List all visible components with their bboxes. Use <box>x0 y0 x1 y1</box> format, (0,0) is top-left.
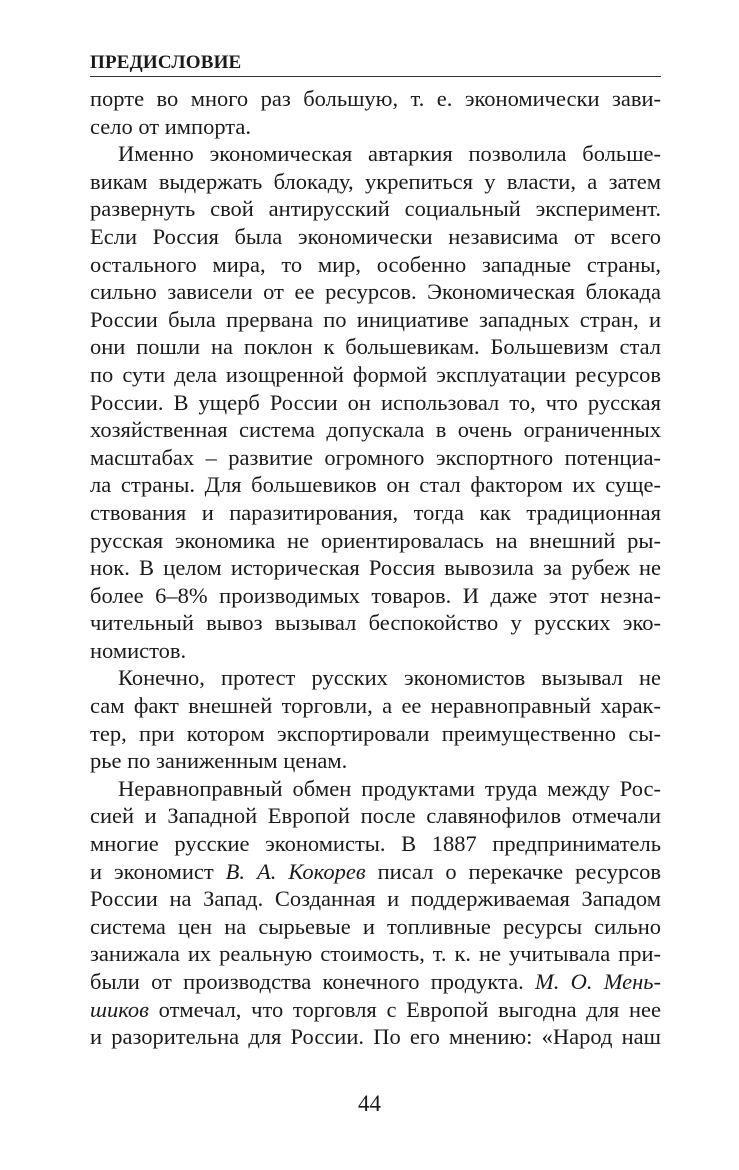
text-line <box>90 251 661 279</box>
text-line <box>90 996 661 1024</box>
italic-name: М. О. Мень- <box>534 969 662 994</box>
text-run: сам факт внешней торговли, а ее неравноправный харак- <box>90 693 661 719</box>
text-run: рье по заниженным ценам. <box>90 748 348 774</box>
text-line <box>90 85 661 113</box>
text-line <box>90 775 661 803</box>
text-line <box>90 527 661 555</box>
text-run: порте во много раз большую, т. е. экономически зави- <box>90 86 661 111</box>
running-head-title: ПРЕДИСЛОВИЕ <box>90 50 661 77</box>
text-run: были от производства конечного продукта. <box>90 969 535 994</box>
text-line <box>90 444 661 472</box>
text-line <box>90 968 661 996</box>
text-run: России была прервана по инициативе западных стран, и <box>90 306 661 332</box>
text-run: ствования и паразитирования, тогда как традиционная <box>90 499 661 525</box>
text-line <box>90 168 661 196</box>
text-line <box>90 140 661 168</box>
text-line <box>90 913 661 941</box>
text-run: остального мира, то мир, особенно западные страны, <box>90 251 661 277</box>
text-run: русская экономика не ориентировалась на внешний ры- <box>90 527 661 553</box>
page-number: 44 <box>358 1091 381 1116</box>
italic-name: шиков <box>90 996 149 1022</box>
text-run: номистов. <box>90 637 187 663</box>
text-run: по сути дела изощренной формой эксплуатации ресурсов <box>90 361 661 387</box>
italic-name: В. А. Кокорев <box>225 858 366 884</box>
text-line <box>90 582 661 610</box>
text-run: многие русские экономисты. В 1887 предприниматель <box>90 831 661 857</box>
text-run: писал о перекачке ресурсов <box>365 858 661 884</box>
text-run: сией и Западной Европой после славянофилов отмечали <box>90 803 661 829</box>
text-run: тер, при котором экспортировали преимущественно сы- <box>90 720 661 746</box>
body-text <box>90 85 661 1051</box>
text-line <box>90 416 661 444</box>
text-run: село от импорта. <box>90 113 252 139</box>
text-run: они пошли на поклон к большевикам. Большевизм стал <box>90 334 661 360</box>
text-run: России. В ущерб России он использовал то, что русская <box>90 389 661 415</box>
text-line <box>90 747 661 775</box>
text-run: викам выдержать блокаду, укрепиться у власти, а затем <box>90 168 661 194</box>
text-run: хозяйственная система допускала в очень ограниченных <box>90 417 661 443</box>
text-run: и экономист <box>90 858 226 884</box>
text-line <box>90 361 661 389</box>
text-line <box>90 1023 661 1051</box>
text-line <box>90 499 661 527</box>
text-run: масштабах – развитие огромного экспортного потенциа- <box>90 444 661 470</box>
text-run: России на Запад. Созданная и поддерживаемая Западом <box>90 886 661 912</box>
text-line <box>90 333 661 361</box>
text-line <box>90 940 661 968</box>
text-run: Неравноправный обмен продуктами труда между Рос- <box>118 775 661 801</box>
text-run: ла страны. Для большевиков он стал фактором их суще- <box>90 472 661 498</box>
text-line <box>90 664 661 692</box>
text-line <box>90 113 661 141</box>
book-page <box>90 50 661 1051</box>
text-run: нок. В целом историческая Россия вывозила за рубеж не <box>90 555 661 581</box>
text-run: система цен на сырьевые и топливные ресурсы сильно <box>90 913 661 939</box>
text-run: развернуть свой антирусский социальный эксперимент. <box>90 196 661 222</box>
text-run: Конечно, протест русских экономистов вызывал не <box>118 665 661 691</box>
text-line <box>90 720 661 748</box>
text-line <box>90 692 661 720</box>
text-run: Именно экономическая автаркия позволила больше- <box>118 141 661 167</box>
text-line <box>90 830 661 858</box>
text-line <box>90 306 661 334</box>
text-line <box>90 858 661 886</box>
text-run: сильно зависели от ее ресурсов. Экономическая блокада <box>90 279 661 305</box>
text-line <box>90 389 661 417</box>
text-line <box>90 637 661 665</box>
text-line <box>90 885 661 913</box>
text-line <box>90 195 661 223</box>
text-line <box>90 609 661 637</box>
text-run: чительный вывоз вызывал беспокойство у русских эко- <box>90 610 661 636</box>
text-run: Если Россия была экономически независима от всего <box>90 223 661 249</box>
text-line <box>90 554 661 582</box>
text-line <box>90 223 661 251</box>
text-run: более 6–8% производимых товаров. И даже этот незна- <box>90 582 661 608</box>
text-line <box>90 278 661 306</box>
text-line <box>90 802 661 830</box>
text-run: отмечал, что торговля с Европой выгодна для нее <box>148 996 661 1022</box>
text-line <box>90 471 661 499</box>
text-run: занижала их реальную стоимость, т. к. не учитывала при- <box>90 941 661 967</box>
text-run: и разорительна для России. По его мнению: «Народ наш <box>90 1024 661 1050</box>
